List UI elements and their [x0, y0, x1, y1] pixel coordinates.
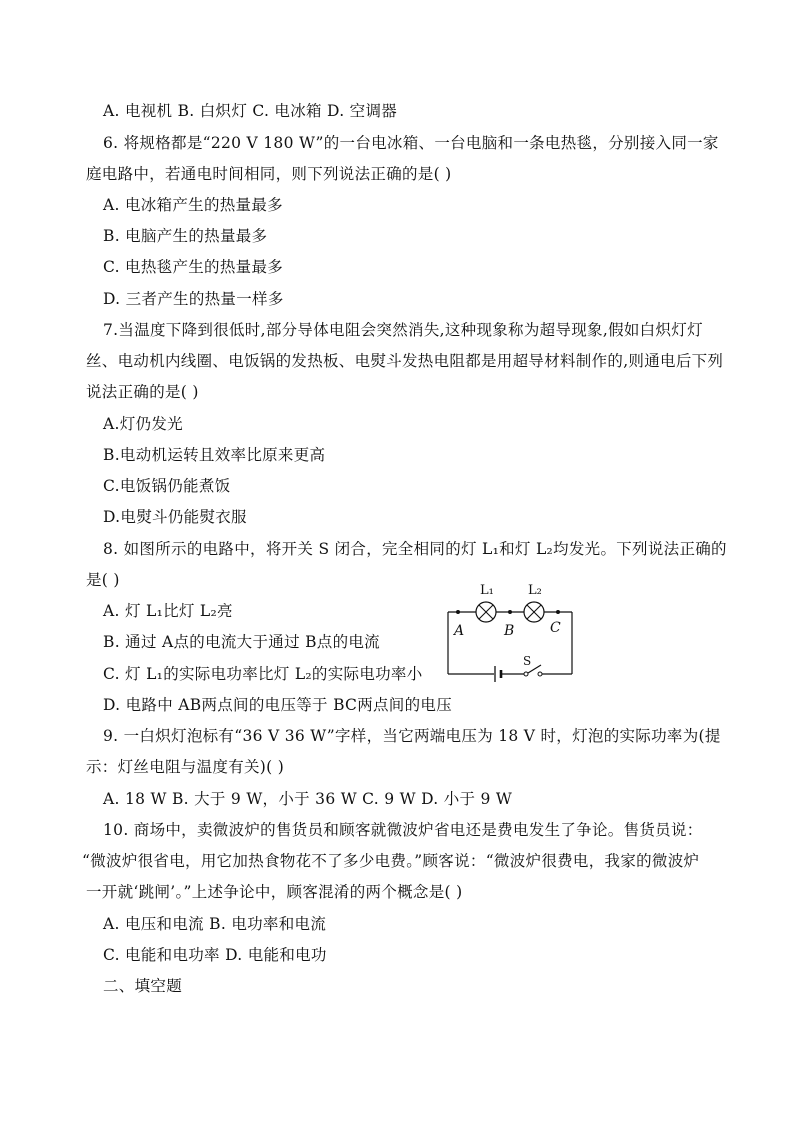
q10-stem-line2: “微波炉很省电，用它加热食物花不了多少电费。”顾客说：“微波炉很费电，我家的微波炉 [82, 852, 700, 870]
switch-pivot [524, 672, 528, 676]
q6-option-d: D. 三者产生的热量一样多 [103, 290, 284, 308]
q7-stem-line1: 7.当温度下降到很低时,部分导体电阻会突然消失,这种现象称为超导现象,假如白炽灯灯 [103, 321, 703, 339]
section-fill-in-heading: 二、填空题 [103, 977, 183, 995]
q7-stem-line3: 说法正确的是( ) [86, 383, 199, 401]
q6-option-a: A. 电冰箱产生的热量最多 [103, 196, 283, 214]
q5-options: A. 电视机 B. 白炽灯 C. 电冰箱 D. 空调器 [103, 102, 398, 120]
q7-option-d: D.电熨斗仍能熨衣服 [103, 508, 247, 526]
q6-stem-line2: 庭电路中，若通电时间相同，则下列说法正确的是( ) [86, 165, 452, 183]
q10-options-cd: C. 电能和电功率 D. 电能和电功 [103, 946, 327, 964]
q8-stem-line2: 是( ) [86, 571, 120, 589]
q8-option-a: A. 灯 L₁比灯 L₂亮 [103, 602, 233, 620]
q8-option-d: D. 电路中 AB两点间的电压等于 BC两点间的电压 [103, 696, 453, 714]
label-a: A [454, 623, 465, 639]
lamp-l1-icon [476, 602, 496, 622]
q8-option-c: C. 灯 L₁的实际电功率比灯 L₂的实际电功率小 [103, 665, 423, 683]
q9-options: A. 18 W B. 大于 9 W，小于 36 W C. 9 W D. 小于 9 W [103, 790, 513, 808]
q6-option-c: C. 电热毯产生的热量最多 [103, 258, 284, 276]
q7-option-a: A.灯仍发光 [103, 415, 183, 433]
switch-contact [538, 672, 542, 676]
q10-stem-line1: 10. 商场中，卖微波炉的售货员和顾客就微波炉省电还是费电发生了争论。售货员说： [103, 821, 703, 839]
node-a [456, 610, 460, 614]
q6-stem-line1: 6. 将规格都是“220 V 180 W”的一台电冰箱、一台电脑和一条电热毯，分别接入同一家 [103, 134, 719, 152]
label-l1: L₁ [480, 583, 494, 598]
q10-stem-line3: 一开就‘跳闸’。”上述争论中，顾客混淆的两个概念是( ) [86, 883, 463, 901]
q6-option-b: B. 电脑产生的热量最多 [103, 227, 268, 245]
q7-option-b: B.电动机运转且效率比原来更高 [103, 446, 326, 464]
q7-option-c: C.电饭锅仍能煮饭 [103, 477, 231, 495]
label-l2: L₂ [528, 583, 542, 598]
node-c [556, 610, 560, 614]
label-c: C [550, 620, 561, 636]
q8-stem-line1: 8. 如图所示的电路中，将开关 S 闭合，完全相同的灯 L₁和灯 L₂均发光。下列说法正确的 [103, 540, 727, 558]
label-s: S [523, 654, 532, 668]
circuit-diagram [440, 578, 580, 688]
q8-option-b: B. 通过 A点的电流大于通过 B点的电流 [103, 633, 380, 651]
q9-stem-line2: 示：灯丝电阻与温度有关)( ) [86, 758, 285, 776]
q7-stem-line2: 丝、电动机内线圈、电饭锅的发热板、电熨斗发热电阻都是用超导材料制作的,则通电后下列 [86, 352, 724, 370]
q10-options-ab: A. 电压和电流 B. 电功率和电流 [103, 915, 327, 933]
node-b [508, 610, 512, 614]
q9-stem-line1: 9. 一白炽灯泡标有“36 V 36 W”字样，当它两端电压为 18 V 时，灯泡的实际功率为(提 [103, 727, 721, 745]
label-b: B [504, 623, 515, 639]
lamp-l2-icon [524, 602, 544, 622]
